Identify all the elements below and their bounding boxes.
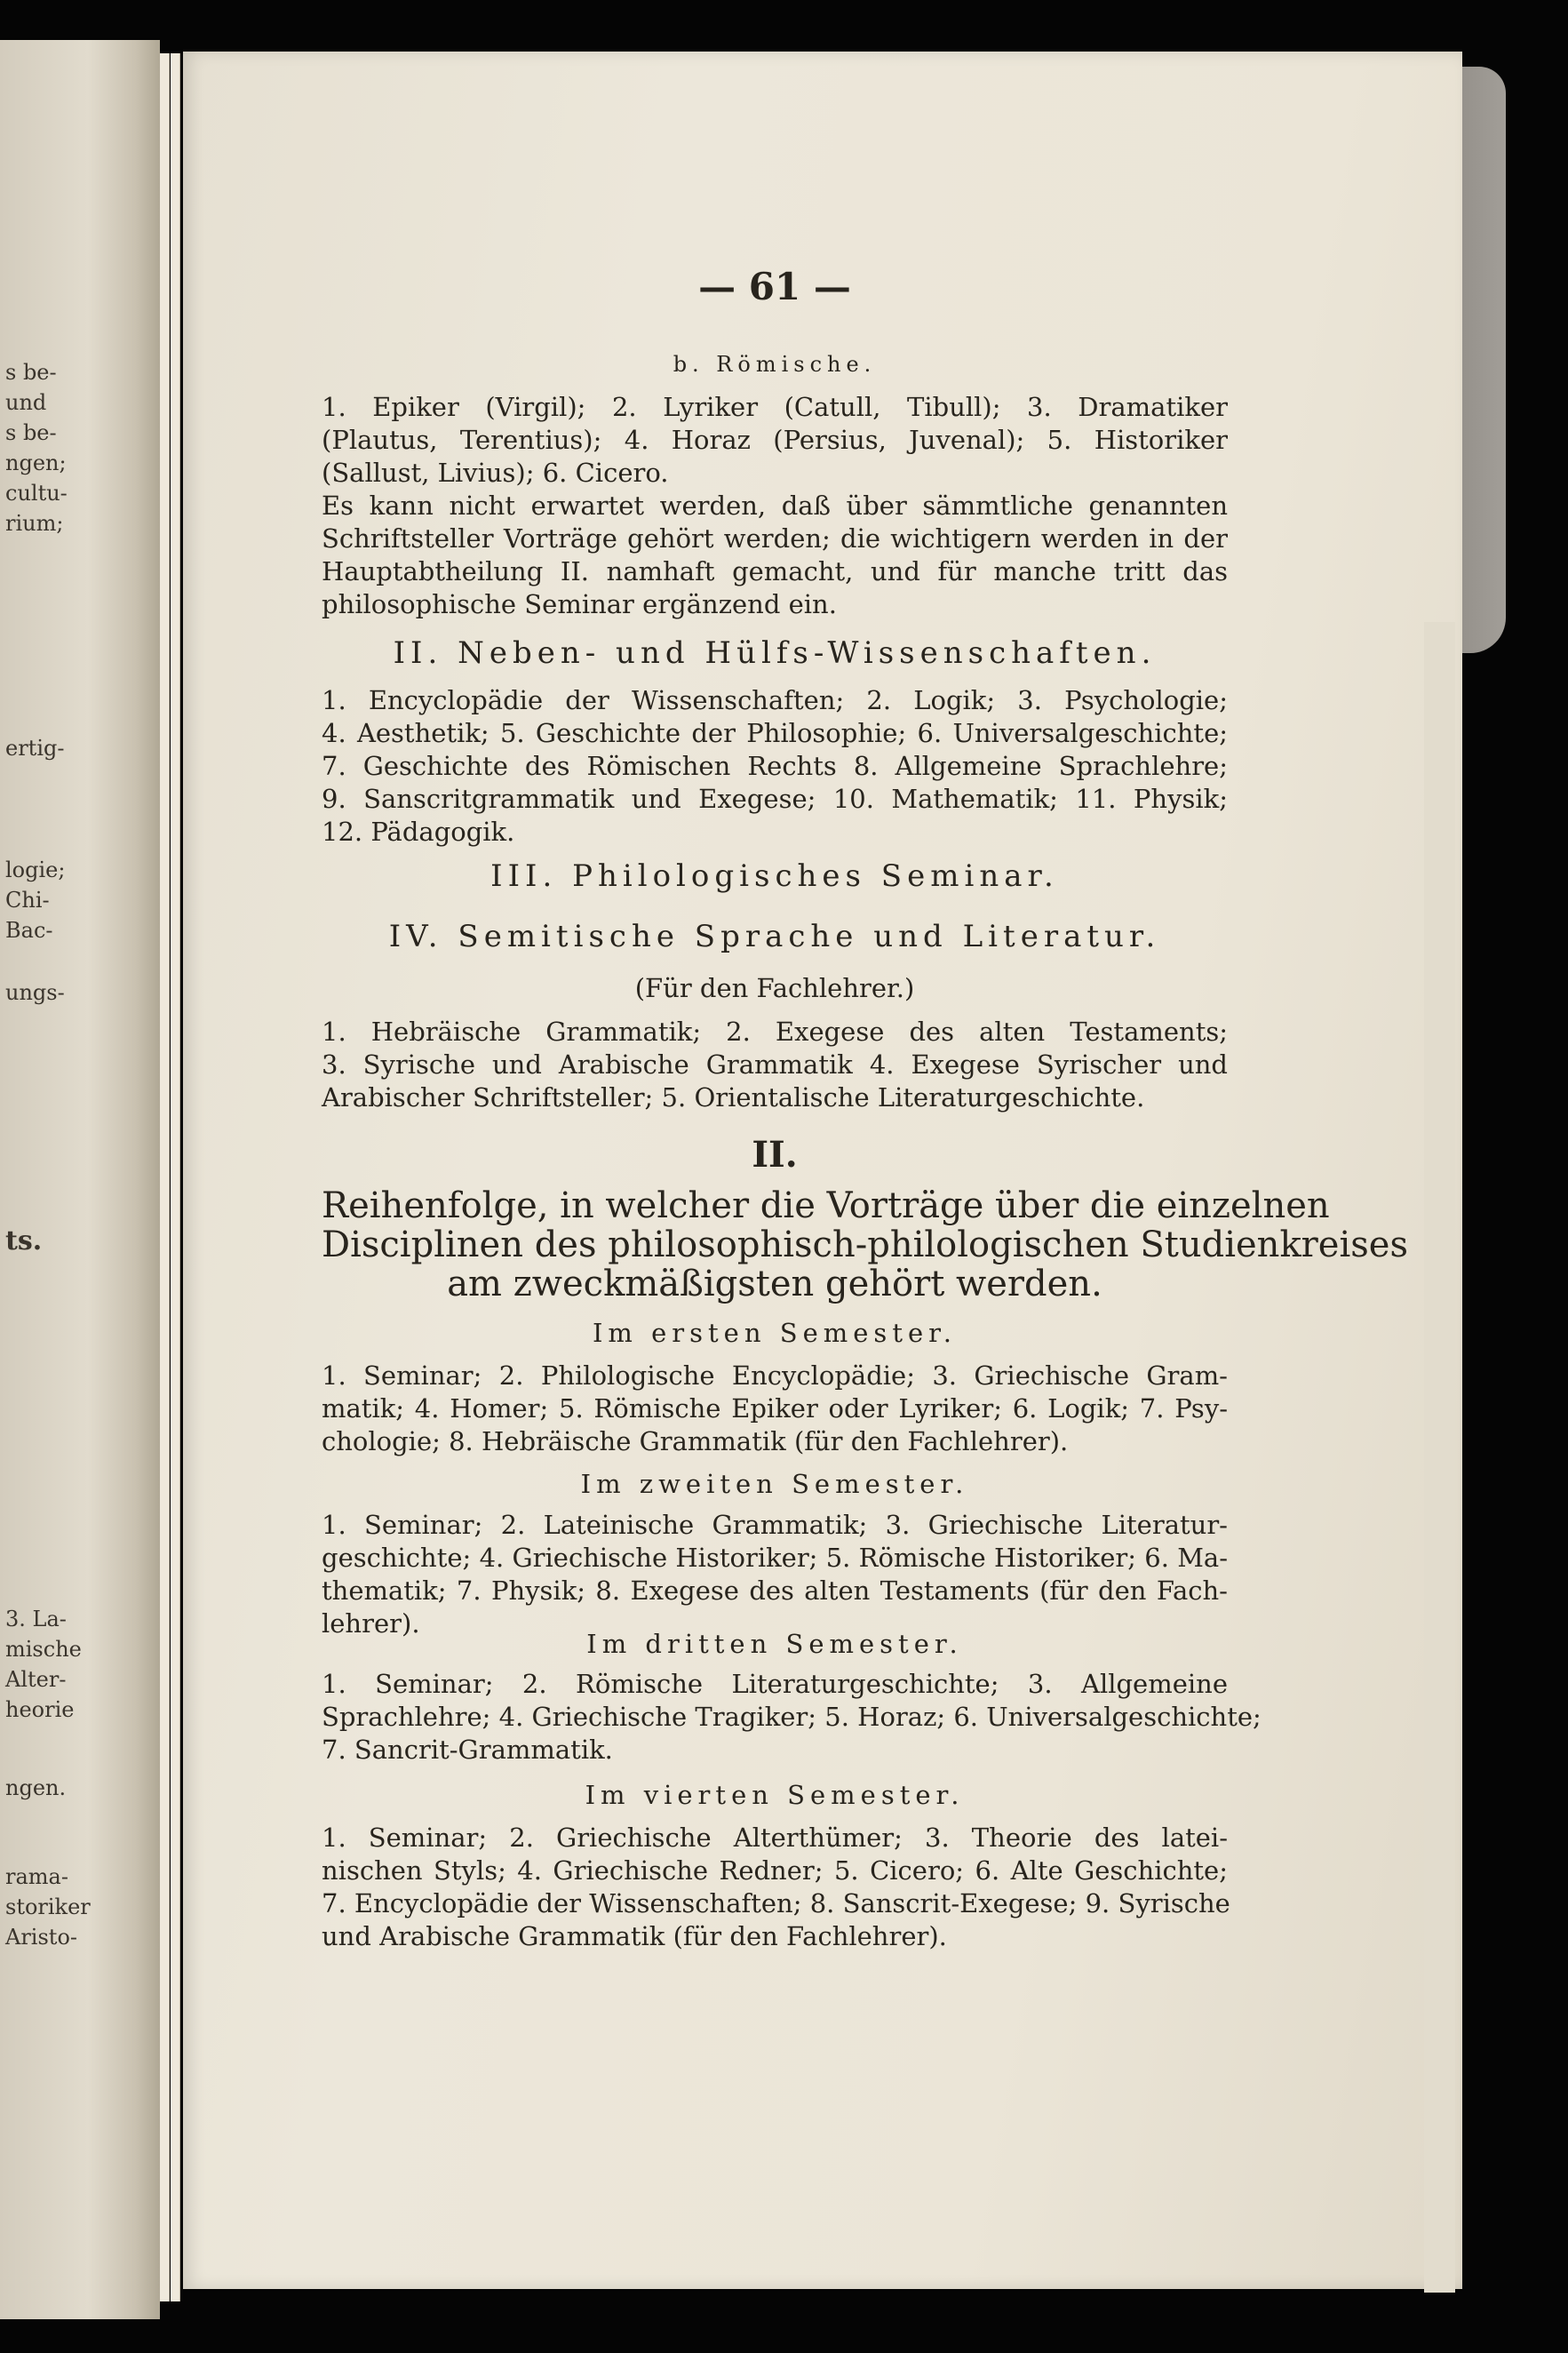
subsection-heading: b. Römische. <box>673 352 877 377</box>
part-title: Disciplinen des philosophisch-philologischen Studienkreises <box>322 1224 1408 1265</box>
text-line: 1. Epiker (Virgil); 2. Lyriker (Catull, Tibull); 3. Dramatiker <box>322 392 1228 422</box>
margin-fragment: ertig- <box>5 736 65 761</box>
text-line: matik; 4. Homer; 5. Römische Epiker oder Lyriker; 6. Logik; 7. Psy- <box>322 1393 1228 1424</box>
semester-heading: Im zweiten Semester. <box>580 1469 969 1499</box>
text-line: (Plautus, Terentius); 4. Horaz (Persius, Juvenal); 5. Historiker <box>322 425 1228 455</box>
text-line: philosophische Seminar ergänzend ein. <box>322 589 837 619</box>
semester-heading: Im ersten Semester. <box>592 1318 958 1348</box>
text-line: 1. Seminar; 2. Griechische Alterthümer; 3. Theorie des latei- <box>322 1823 1228 1853</box>
margin-fragment: rama- <box>5 1864 68 1889</box>
text-line: 7. Geschichte des Römischen Rechts 8. Allgemeine Sprachlehre; <box>322 751 1228 781</box>
semester-heading: Im dritten Semester. <box>586 1629 963 1659</box>
margin-fragment: ngen. <box>5 1775 67 1800</box>
text-line: 1. Seminar; 2. Philologische Encyclopädie; 3. Griechische Gram- <box>322 1360 1228 1391</box>
text-line: Arabischer Schriftsteller; 5. Orientalische Literaturgeschichte. <box>322 1082 1145 1113</box>
section-heading: IV. Semitische Sprache und Literatur. <box>388 919 1161 954</box>
margin-fragment: Alter- <box>5 1667 67 1692</box>
text-line: 4. Aesthetik; 5. Geschichte der Philosophie; 6. Universalgeschichte; <box>322 718 1228 748</box>
text-line: 3. Syrische und Arabische Grammatik 4. Exegese Syrischer und <box>322 1049 1228 1080</box>
margin-fragment: s be- <box>5 360 57 385</box>
margin-fragment: mische <box>5 1637 82 1662</box>
margin-fragment: ts. <box>5 1225 43 1256</box>
text-line: chologie; 8. Hebräische Grammatik (für den Fachlehrer). <box>322 1426 1069 1456</box>
margin-fragment: 3. La- <box>5 1607 67 1631</box>
margin-fragment: logie; <box>5 857 66 882</box>
part-title: am zweckmäßigsten gehört werden. <box>447 1264 1102 1304</box>
part-title: Reihenfolge, in welcher die Vorträge über die einzelnen <box>322 1185 1330 1226</box>
margin-fragment: Aristo- <box>5 1925 77 1950</box>
text-line: Hauptabtheilung II. namhaft gemacht, und für manche tritt das <box>322 556 1228 586</box>
margin-fragment: Bac- <box>5 918 53 943</box>
text-line: 1. Seminar; 2. Römische Literaturgeschichte; 3. Allgemeine <box>322 1669 1228 1699</box>
page-number: — 61 — <box>698 265 851 308</box>
text-line: geschichte; 4. Griechische Historiker; 5. Römische Historiker; 6. Ma- <box>322 1543 1228 1573</box>
text-line: 7. Sancrit-Grammatik. <box>322 1735 613 1765</box>
text-line: 12. Pädagogik. <box>322 817 515 847</box>
margin-fragment: cultu- <box>5 481 68 506</box>
section-heading: II. Neben- und Hülfs-Wissenschaften. <box>393 635 1157 671</box>
section-heading: III. Philologisches Seminar. <box>490 858 1059 894</box>
margin-fragment: heorie <box>5 1697 75 1722</box>
part-numeral: II. <box>752 1134 798 1176</box>
margin-fragment: Chi- <box>5 888 50 913</box>
text-line: (Sallust, Livius); 6. Cicero. <box>322 458 669 488</box>
text-line: Es kann nicht erwartet werden, daß über sämmtliche genannten <box>322 491 1228 521</box>
text-line: 1. Hebräische Grammatik; 2. Exegese des alten Testaments; <box>322 1017 1228 1047</box>
text-line: 1. Seminar; 2. Lateinische Grammatik; 3. Griechische Literatur- <box>322 1510 1228 1540</box>
margin-fragment: ungs- <box>5 980 65 1005</box>
semester-heading: Im vierten Semester. <box>585 1780 965 1810</box>
margin-fragment: s be- <box>5 420 57 445</box>
margin-fragment: und <box>5 390 47 415</box>
text-line: 1. Encyclopädie der Wissenschaften; 2. Logik; 3. Psychologie; <box>322 685 1228 715</box>
text-line: Sprachlehre; 4. Griechische Tragiker; 5. Horaz; 6. Universalgeschichte; <box>322 1702 1262 1732</box>
text-line: und Arabische Grammatik (für den Fachlehrer). <box>322 1921 947 1951</box>
text-line: Schriftsteller Vorträge gehört werden; die wichtigern werden in der <box>322 523 1228 554</box>
text-line: 7. Encyclopädie der Wissenschaften; 8. Sanscrit-Exegese; 9. Syrische <box>322 1888 1230 1918</box>
margin-fragment: storiker <box>5 1894 91 1919</box>
text-line: thematik; 7. Physik; 8. Exegese des alten Testaments (für den Fach- <box>322 1575 1228 1606</box>
subheading: (Für den Fachlehrer.) <box>634 973 915 1003</box>
text-line: 9. Sanscritgrammatik und Exegese; 10. Mathematik; 11. Physik; <box>322 784 1228 814</box>
text-line: nischen Styls; 4. Griechische Redner; 5. Cicero; 6. Alte Geschichte; <box>322 1855 1228 1886</box>
text-line: lehrer). <box>322 1608 420 1639</box>
margin-fragment: ngen; <box>5 451 67 475</box>
margin-fragment: rium; <box>5 511 64 536</box>
